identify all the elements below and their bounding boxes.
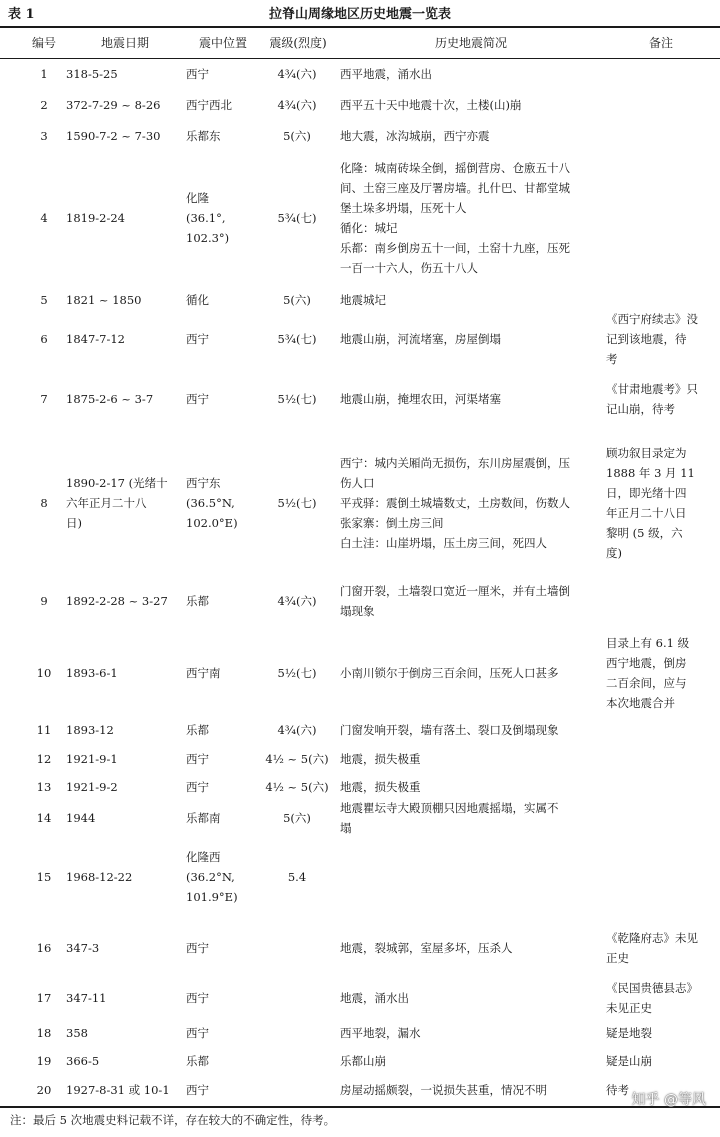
cell-date-line: 1927-8-31 或 10-1 bbox=[66, 1082, 170, 1097]
cell-date bbox=[66, 801, 184, 835]
col-header-description: 历史地震简况 bbox=[434, 36, 507, 50]
table-row bbox=[0, 835, 720, 918]
cell-magnitude-text: 5(六) bbox=[283, 811, 311, 825]
bottom-rule bbox=[0, 1106, 720, 1108]
cell-location bbox=[186, 801, 260, 835]
cell-description bbox=[340, 89, 602, 121]
cell-magnitude bbox=[258, 773, 336, 801]
cell-description-line: 地震城圮 bbox=[340, 293, 386, 307]
cell-date-line: 1921-9-1 bbox=[66, 752, 118, 766]
table-row bbox=[0, 918, 720, 978]
cell-location bbox=[186, 89, 260, 121]
cell-number-text: 8 bbox=[40, 496, 48, 510]
cell-date bbox=[66, 151, 184, 285]
table-row bbox=[0, 1018, 720, 1048]
cell-location-line: 化隆西 bbox=[186, 849, 221, 864]
cell-number-text: 2 bbox=[40, 98, 48, 112]
cell-number bbox=[30, 435, 58, 571]
cell-description-line: 地震，损失极重 bbox=[340, 752, 421, 766]
cell-description bbox=[340, 714, 602, 745]
cell-date bbox=[66, 835, 184, 918]
cell-location-line: 西宁 bbox=[186, 332, 209, 346]
cell-notes-line: 《甘肃地震考》只 bbox=[606, 382, 698, 396]
cell-number bbox=[30, 1018, 58, 1048]
cell-description bbox=[340, 151, 602, 285]
cell-location bbox=[186, 978, 260, 1018]
cell-description-line: 地震瞿坛寺大殿顶棚只因地震摇塌，实属不 bbox=[340, 801, 559, 815]
cell-location bbox=[186, 285, 260, 315]
cell-magnitude-text: 5½(七) bbox=[277, 392, 317, 406]
cell-notes-line: 《乾隆府志》未见 bbox=[606, 931, 698, 945]
table-row bbox=[0, 631, 720, 714]
cell-description bbox=[340, 835, 602, 918]
cell-description-line: 地大震，冰沟城崩，西宁亦震 bbox=[340, 129, 490, 143]
cell-date-line: 1819-2-24 bbox=[66, 211, 125, 225]
cell-notes bbox=[606, 773, 716, 801]
cell-location bbox=[186, 714, 260, 745]
cell-number bbox=[30, 714, 58, 745]
cell-description bbox=[340, 121, 602, 151]
cell-notes bbox=[606, 1048, 716, 1073]
cell-location bbox=[186, 435, 260, 571]
cell-notes-line: 度) bbox=[606, 546, 622, 560]
cell-number-text: 17 bbox=[36, 991, 52, 1005]
cell-notes-line: 《民国贵德县志》 bbox=[606, 981, 698, 995]
cell-notes-line: 西宁地震，倒房 bbox=[606, 655, 687, 670]
cell-description-line: 门窗发响开裂，墙有落土、裂口及倒塌现象 bbox=[340, 722, 559, 737]
cell-location-line: 乐都东 bbox=[186, 129, 221, 143]
table-row bbox=[0, 89, 720, 121]
cell-number bbox=[30, 918, 58, 978]
cell-number bbox=[30, 801, 58, 835]
cell-notes-line: 疑是地裂 bbox=[606, 1026, 652, 1040]
cell-magnitude bbox=[258, 571, 336, 631]
col-header-location: 震中位置 bbox=[198, 36, 247, 50]
cell-number bbox=[30, 89, 58, 121]
cell-number bbox=[30, 1073, 58, 1106]
cell-location-line: 化隆 bbox=[186, 191, 209, 205]
cell-location-line: 西宁东 bbox=[186, 476, 221, 490]
cell-description-line: 西平五十天中地震十次，土楼(山)崩 bbox=[340, 98, 522, 112]
cell-magnitude-text: 4¾(六) bbox=[277, 594, 317, 608]
cell-location-line: 西宁 bbox=[186, 392, 209, 406]
cell-magnitude-text: 4¾(六) bbox=[277, 722, 317, 737]
cell-magnitude-text: 4½ ~ 5(六) bbox=[265, 752, 329, 766]
cell-number bbox=[30, 571, 58, 631]
cell-location bbox=[186, 631, 260, 714]
column-header-row bbox=[0, 28, 720, 58]
cell-notes bbox=[606, 363, 716, 435]
cell-number-text: 4 bbox=[40, 211, 48, 225]
cell-notes bbox=[606, 121, 716, 151]
cell-magnitude bbox=[258, 918, 336, 978]
cell-notes bbox=[606, 151, 716, 285]
col-header-date: 地震日期 bbox=[100, 36, 149, 50]
cell-notes-line: 未见正史 bbox=[606, 1001, 652, 1015]
cell-description bbox=[340, 1048, 602, 1073]
cell-date bbox=[66, 918, 184, 978]
cell-location bbox=[186, 363, 260, 435]
cell-description-line: 堡土垛多坍塌，压死十人 bbox=[340, 201, 467, 215]
cell-magnitude bbox=[258, 151, 336, 285]
cell-location-line: 西宁 bbox=[186, 752, 209, 766]
cell-number bbox=[30, 151, 58, 285]
cell-description-line: 白土洼：山崖坍塌，压土房三间，死四人 bbox=[340, 536, 547, 550]
cell-description-line: 乐都：南乡倒房五十一间，土窑十九座，压死 bbox=[340, 241, 570, 255]
cell-location-line: 西宁 bbox=[186, 991, 209, 1005]
cell-date bbox=[66, 285, 184, 315]
cell-magnitude bbox=[258, 285, 336, 315]
cell-date bbox=[66, 773, 184, 801]
cell-magnitude bbox=[258, 835, 336, 918]
cell-number-text: 9 bbox=[40, 594, 48, 608]
cell-notes bbox=[606, 571, 716, 631]
cell-date bbox=[66, 121, 184, 151]
cell-date-line: 1821 ~ 1850 bbox=[66, 293, 142, 307]
cell-notes-line: 1888 年 3 月 11 bbox=[606, 466, 695, 480]
cell-notes bbox=[606, 631, 716, 714]
cell-notes-line: 记到该地震，待 bbox=[606, 332, 687, 346]
cell-magnitude-text: 5(六) bbox=[283, 293, 311, 307]
cell-description bbox=[340, 1073, 602, 1106]
cell-location bbox=[186, 1048, 260, 1073]
cell-description bbox=[340, 435, 602, 571]
cell-notes-line: 考 bbox=[606, 352, 618, 366]
table-label: 表 1 bbox=[8, 7, 35, 22]
cell-description-line: 门窗开裂，土墙裂口宽近一厘米，并有土墙倒 bbox=[340, 584, 570, 598]
cell-location-line: 西宁 bbox=[186, 941, 209, 955]
cell-magnitude bbox=[258, 745, 336, 773]
cell-notes bbox=[606, 978, 716, 1018]
cell-magnitude bbox=[258, 435, 336, 571]
cell-notes-line: 疑是山崩 bbox=[606, 1053, 652, 1068]
cell-number-text: 12 bbox=[36, 752, 52, 766]
cell-location-line: 乐都南 bbox=[186, 811, 221, 825]
cell-location-line: 西宁 bbox=[186, 780, 209, 794]
cell-location bbox=[186, 1073, 260, 1106]
cell-description-line: 塌现象 bbox=[340, 604, 375, 618]
cell-description bbox=[340, 801, 602, 835]
table-row bbox=[0, 435, 720, 571]
cell-location-line: (36.5°N, bbox=[186, 496, 235, 510]
cell-date-line: 366-5 bbox=[66, 1053, 100, 1068]
cell-date-line: 372-7-29 ~ 8-26 bbox=[66, 98, 161, 112]
cell-magnitude bbox=[258, 1048, 336, 1073]
cell-description bbox=[340, 978, 602, 1018]
cell-description-line: 地震，裂城郭，室屋多坏，压杀人 bbox=[340, 941, 513, 955]
cell-description bbox=[340, 745, 602, 773]
cell-number-text: 6 bbox=[40, 332, 48, 346]
cell-location bbox=[186, 315, 260, 363]
cell-date bbox=[66, 89, 184, 121]
cell-number-text: 3 bbox=[40, 129, 48, 143]
cell-number-text: 1 bbox=[40, 67, 48, 81]
cell-number-text: 14 bbox=[36, 811, 52, 825]
cell-description bbox=[340, 571, 602, 631]
cell-magnitude bbox=[258, 801, 336, 835]
cell-location-line: 西宁南 bbox=[186, 665, 221, 680]
cell-location-line: 西宁 bbox=[186, 1026, 209, 1040]
cell-description-line: 化隆：城南砖垛全倒，摇倒营房、仓廒五十八 bbox=[340, 161, 570, 175]
cell-number bbox=[30, 631, 58, 714]
cell-date-line: 318-5-25 bbox=[66, 67, 118, 81]
cell-location bbox=[186, 773, 260, 801]
cell-magnitude-text: 5½(七) bbox=[277, 665, 317, 680]
cell-notes bbox=[606, 835, 716, 918]
cell-description bbox=[340, 285, 602, 315]
cell-notes bbox=[606, 435, 716, 571]
cell-date bbox=[66, 1073, 184, 1106]
cell-location-line: 102.3°) bbox=[186, 231, 230, 245]
cell-location-line: 乐都 bbox=[186, 722, 209, 737]
cell-date bbox=[66, 714, 184, 745]
cell-location-line: 西宁 bbox=[186, 1082, 209, 1097]
cell-location-line: 西宁 bbox=[186, 67, 209, 81]
cell-magnitude-text: 4½ ~ 5(六) bbox=[265, 780, 329, 794]
cell-magnitude bbox=[258, 714, 336, 745]
cell-number bbox=[30, 121, 58, 151]
cell-number-text: 15 bbox=[36, 869, 52, 884]
cell-notes-line: 待考 bbox=[606, 1082, 629, 1097]
table-row bbox=[0, 745, 720, 773]
cell-description bbox=[340, 363, 602, 435]
cell-number bbox=[30, 59, 58, 89]
cell-location-line: 101.9°E) bbox=[186, 889, 238, 904]
cell-description-line: 地震，涌水出 bbox=[340, 991, 409, 1005]
cell-magnitude bbox=[258, 59, 336, 89]
cell-notes bbox=[606, 59, 716, 89]
cell-location-line: (36.2°N, bbox=[186, 869, 235, 884]
cell-description-line: 西宁：城内关厢尚无损伤，东川房屋震倒，压 bbox=[340, 456, 570, 470]
cell-description-line: 西平地震，涌水出 bbox=[340, 67, 432, 81]
cell-date bbox=[66, 571, 184, 631]
table-row bbox=[0, 363, 720, 435]
cell-description-line: 间、土窑三座及厅署房墙。扎什巴、甘都堂城 bbox=[340, 181, 570, 195]
cell-number-text: 7 bbox=[40, 392, 48, 406]
cell-notes-line: 目录上有 6.1 级 bbox=[606, 635, 690, 650]
cell-notes-line: 二百余间，应与 bbox=[606, 675, 687, 690]
table-row bbox=[0, 312, 720, 366]
cell-number bbox=[30, 745, 58, 773]
cell-date bbox=[66, 1048, 184, 1073]
col-header-magnitude: 震级(烈度) bbox=[269, 36, 327, 50]
cell-description bbox=[340, 631, 602, 714]
cell-location bbox=[186, 745, 260, 773]
cell-description bbox=[340, 918, 602, 978]
cell-location bbox=[186, 151, 260, 285]
cell-notes bbox=[606, 1018, 716, 1048]
cell-magnitude bbox=[258, 1018, 336, 1048]
cell-description bbox=[340, 59, 602, 89]
cell-notes-line: 日，即光绪十四 bbox=[606, 486, 687, 500]
cell-magnitude-text: 4¾(六) bbox=[277, 67, 317, 81]
watermark: 知乎 @等风 bbox=[631, 1092, 706, 1108]
cell-description bbox=[340, 1018, 602, 1048]
cell-description-line: 平戎驿：震倒土城墙数丈，土房数间，伤数人 bbox=[340, 496, 570, 510]
cell-number-text: 20 bbox=[36, 1082, 52, 1097]
cell-location bbox=[186, 571, 260, 631]
cell-date bbox=[66, 978, 184, 1018]
cell-date-line: 1875-2-6 ~ 3-7 bbox=[66, 392, 154, 406]
table-row bbox=[0, 59, 720, 89]
cell-date bbox=[66, 59, 184, 89]
cell-notes-line: 《西宁府续志》没 bbox=[606, 312, 698, 326]
cell-number bbox=[30, 773, 58, 801]
table-row bbox=[0, 121, 720, 151]
table-row bbox=[0, 773, 720, 801]
cell-notes-line: 记山崩，待考 bbox=[606, 402, 675, 416]
cell-magnitude-text: 4¾(六) bbox=[277, 98, 317, 112]
cell-magnitude-text: 5½(七) bbox=[277, 496, 317, 510]
cell-date-line: 358 bbox=[66, 1026, 88, 1040]
cell-number-text: 11 bbox=[36, 722, 52, 737]
cell-date bbox=[66, 315, 184, 363]
cell-magnitude-text: 5¾(七) bbox=[277, 211, 317, 225]
cell-magnitude-text: 5(六) bbox=[283, 129, 311, 143]
cell-location-line: (36.1°, bbox=[186, 211, 226, 225]
cell-notes-line: 本次地震合并 bbox=[606, 695, 675, 710]
cell-location-line: 西宁西北 bbox=[186, 98, 232, 112]
cell-number bbox=[30, 978, 58, 1018]
cell-location-line: 乐都 bbox=[186, 1053, 209, 1068]
cell-description-line: 地震山崩，河流堵塞，房屋倒塌 bbox=[340, 332, 501, 346]
cell-date-line: 1590-7-2 ~ 7-30 bbox=[66, 129, 161, 143]
cell-number-text: 16 bbox=[36, 941, 52, 955]
cell-location bbox=[186, 1018, 260, 1048]
cell-location bbox=[186, 835, 260, 918]
cell-date-line: 六年正月二十八 bbox=[66, 496, 147, 510]
cell-date-line: 1893-12 bbox=[66, 722, 114, 737]
cell-notes bbox=[606, 89, 716, 121]
cell-number bbox=[30, 835, 58, 918]
cell-notes bbox=[606, 714, 716, 745]
cell-number bbox=[30, 285, 58, 315]
cell-description-line: 地震山崩，掩埋农田，河渠堵塞 bbox=[340, 392, 501, 406]
cell-date-line: 347-11 bbox=[66, 991, 107, 1005]
cell-notes-line: 正史 bbox=[606, 951, 629, 965]
cell-number bbox=[30, 363, 58, 435]
col-header-notes: 备注 bbox=[648, 36, 673, 50]
cell-date bbox=[66, 1018, 184, 1048]
col-header-no: 编号 bbox=[31, 36, 56, 50]
table-row bbox=[0, 978, 720, 1018]
cell-notes-line: 年正月二十八日 bbox=[606, 506, 687, 520]
cell-number-text: 5 bbox=[40, 293, 48, 307]
cell-date-line: 1890-2-17 (光绪十 bbox=[66, 476, 168, 490]
cell-date bbox=[66, 631, 184, 714]
cell-description-line: 小南川锁尔于倒房三百余间，压死人口甚多 bbox=[340, 665, 559, 680]
cell-notes bbox=[606, 745, 716, 773]
cell-magnitude bbox=[258, 978, 336, 1018]
cell-description-line: 循化：城圮 bbox=[340, 221, 398, 235]
cell-location bbox=[186, 59, 260, 89]
cell-location bbox=[186, 918, 260, 978]
cell-location bbox=[186, 121, 260, 151]
cell-magnitude-text: 5.4 bbox=[287, 869, 307, 884]
cell-date-line: 1892-2-28 ~ 3-27 bbox=[66, 594, 168, 608]
cell-magnitude bbox=[258, 363, 336, 435]
cell-date-line: 日) bbox=[66, 516, 82, 530]
cell-location-line: 循化 bbox=[186, 293, 209, 307]
cell-description-line: 张家寨：倒土房三间 bbox=[340, 516, 444, 530]
table-row bbox=[0, 151, 720, 285]
cell-description bbox=[340, 773, 602, 801]
cell-magnitude bbox=[258, 631, 336, 714]
cell-number bbox=[30, 315, 58, 363]
cell-magnitude bbox=[258, 121, 336, 151]
cell-notes-line: 顾功叙目录定为 bbox=[606, 446, 687, 460]
cell-magnitude-text: 5¾(七) bbox=[277, 332, 317, 346]
cell-number-text: 19 bbox=[36, 1053, 52, 1068]
cell-notes-line: 黎明 (5 级，六 bbox=[606, 526, 683, 540]
cell-date-line: 347-3 bbox=[66, 941, 100, 955]
table-title: 拉脊山周缘地区历史地震一览表 bbox=[268, 7, 451, 22]
cell-magnitude bbox=[258, 315, 336, 363]
cell-description-line: 地震，损失极重 bbox=[340, 780, 421, 794]
cell-notes bbox=[606, 918, 716, 978]
cell-magnitude bbox=[258, 1073, 336, 1106]
table-row bbox=[0, 571, 720, 631]
cell-notes bbox=[606, 801, 716, 835]
cell-description-line: 塌 bbox=[340, 821, 352, 835]
table-footnote: 注：最后 5 次地震史料记载不详，存在较大的不确定性，待考。 bbox=[10, 1113, 336, 1127]
cell-notes bbox=[606, 312, 716, 366]
cell-date-line: 1847-7-12 bbox=[66, 332, 125, 346]
cell-date bbox=[66, 745, 184, 773]
table-row bbox=[0, 801, 720, 835]
cell-number-text: 18 bbox=[36, 1026, 52, 1040]
cell-date-line: 1944 bbox=[66, 811, 96, 825]
cell-description-line: 房屋动摇颇裂，一说损失甚重，情况不明 bbox=[340, 1082, 547, 1097]
cell-description-line: 乐都山崩 bbox=[340, 1053, 386, 1068]
cell-date bbox=[66, 363, 184, 435]
cell-number bbox=[30, 1048, 58, 1073]
cell-date-line: 1893-6-1 bbox=[66, 665, 118, 680]
table-row bbox=[0, 1048, 720, 1073]
table-row bbox=[0, 1073, 720, 1106]
cell-description bbox=[340, 315, 602, 363]
cell-description-line: 伤人口 bbox=[340, 476, 375, 490]
cell-date-line: 1921-9-2 bbox=[66, 780, 118, 794]
table-header bbox=[0, 0, 720, 24]
cell-date bbox=[66, 435, 184, 571]
cell-magnitude bbox=[258, 89, 336, 121]
cell-description-line: 一百一十六人，伤五十八人 bbox=[340, 261, 478, 275]
cell-description-line: 西平地裂，漏水 bbox=[340, 1026, 421, 1040]
cell-number-text: 13 bbox=[36, 780, 52, 794]
cell-number-text: 10 bbox=[36, 665, 52, 680]
table-row bbox=[0, 714, 720, 745]
cell-date-line: 1968-12-22 bbox=[66, 869, 133, 884]
cell-location-line: 乐都 bbox=[186, 594, 209, 608]
cell-location-line: 102.0°E) bbox=[186, 516, 238, 530]
